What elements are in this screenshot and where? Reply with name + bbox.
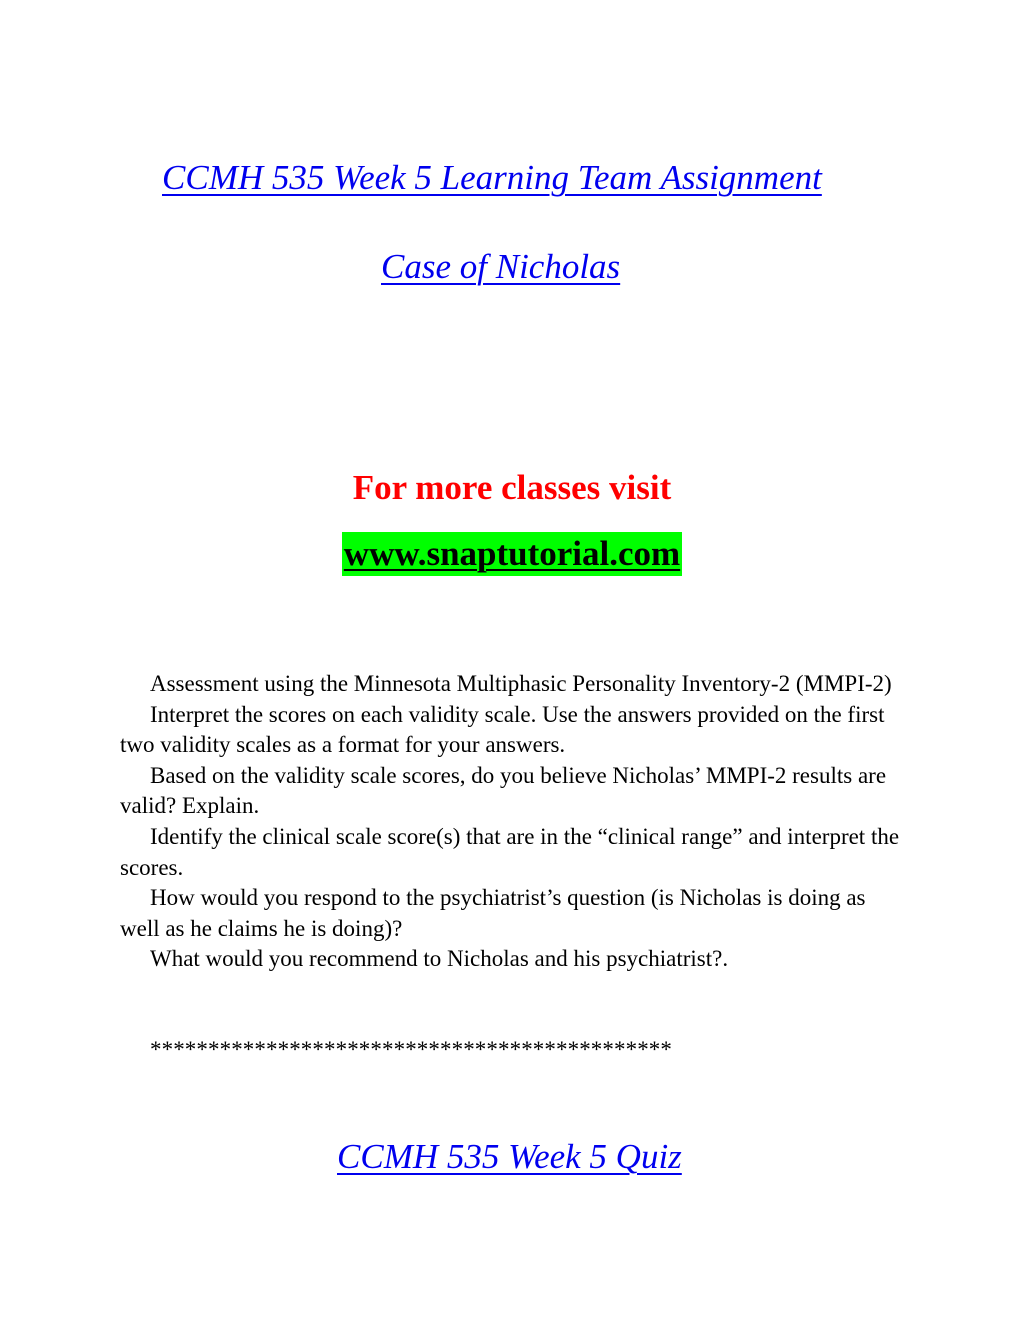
assignment-instructions — [120, 669, 900, 975]
separator-line: ********************************************* — [150, 1037, 672, 1062]
instruction-paragraph: Assessment using the Minnesota Multiphasic Personality Inventory-2 (MMPI-2) — [150, 671, 892, 696]
instruction-paragraph: What would you recommend to Nicholas and his psychiatrist?. — [150, 946, 729, 972]
instruction-paragraph: Interpret the scores on each validity scale. Use the answers provided on the first two validity scales as a format for your answers. — [120, 701, 885, 758]
promo-link-container — [0, 532, 1024, 576]
case-title-link[interactable]: Case of Nicholas — [381, 247, 621, 286]
promo-text: For more classes visit — [352, 468, 672, 507]
quiz-title-link[interactable]: CCMH 535 Week 5 Quiz — [337, 1137, 682, 1176]
instruction-paragraph: Based on the validity scale scores, do you believe Nicholas’ MMPI-2 results are valid? Explain. — [120, 762, 887, 819]
website-link[interactable]: www.snaptutorial.com — [342, 532, 682, 576]
assignment-title-link[interactable]: CCMH 535 Week 5 Learning Team Assignment — [162, 158, 822, 197]
instruction-paragraph: Identify the clinical scale score(s) that are in the “clinical range” and interpret the scores. — [120, 823, 900, 880]
instruction-paragraph: How would you respond to the psychiatrist’s question (is Nicholas is doing as well as he claims he is doing)? — [120, 885, 866, 941]
